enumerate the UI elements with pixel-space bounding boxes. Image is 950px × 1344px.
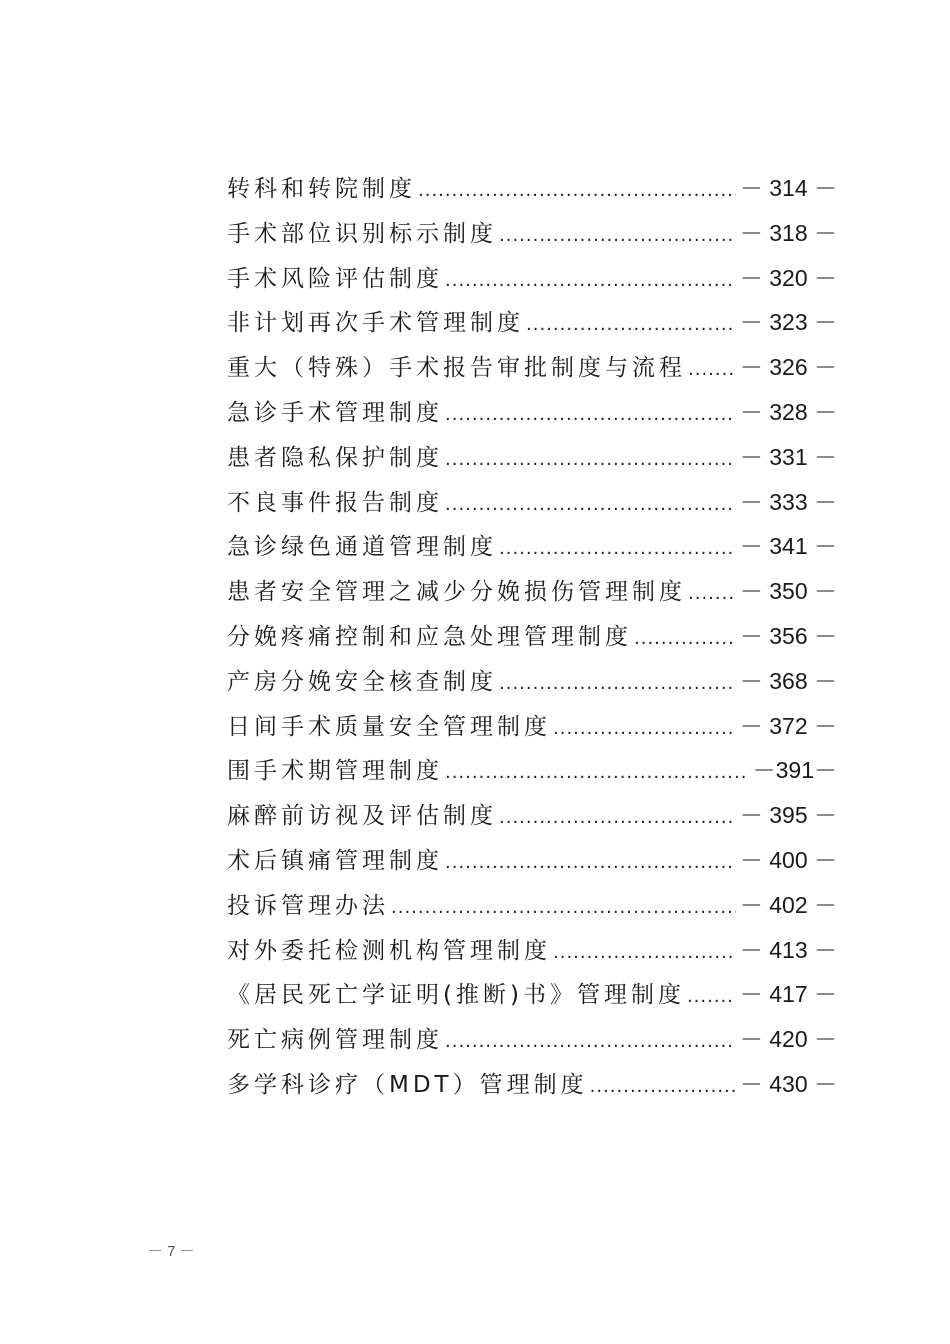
toc-entry-page: － 430 － bbox=[739, 1070, 837, 1097]
toc-entry[interactable] bbox=[227, 928, 837, 973]
toc-entry-title: 《居民死亡学证明(推断)书》管理制度 bbox=[227, 982, 685, 1009]
dot-leader bbox=[499, 662, 736, 707]
toc-entry-page: － 323 － bbox=[739, 309, 837, 336]
toc-entry[interactable] bbox=[227, 1062, 837, 1107]
toc-entry-title: 投诉管理办法 bbox=[227, 892, 389, 919]
dot-leader bbox=[590, 1065, 736, 1110]
dot-leader bbox=[634, 617, 736, 662]
page-number: － 7 － bbox=[148, 1243, 195, 1260]
toc-entry-title: 产房分娩安全核查制度 bbox=[227, 668, 497, 695]
dot-leader bbox=[499, 214, 736, 259]
toc-entry-title: 转科和转院制度 bbox=[227, 176, 416, 202]
toc-entry-title: 分娩疼痛控制和应急处理管理制度 bbox=[227, 623, 632, 650]
dot-leader bbox=[687, 975, 736, 1020]
toc-entry-title: 麻醉前访视及评估制度 bbox=[227, 803, 497, 830]
toc-entry-page: － 372 － bbox=[739, 712, 837, 739]
toc-entry[interactable] bbox=[227, 300, 837, 345]
dot-leader bbox=[445, 483, 736, 528]
toc-entry[interactable] bbox=[227, 524, 837, 569]
toc-entry-page: － 395 － bbox=[739, 802, 837, 829]
toc-entry-page: － 400 － bbox=[739, 846, 837, 873]
toc-entry-page: － 320 － bbox=[739, 264, 837, 291]
toc-entry[interactable] bbox=[227, 480, 837, 525]
toc-entry-title: 急诊绿色通道管理制度 bbox=[227, 534, 497, 561]
toc-entry-page: － 331 － bbox=[739, 443, 837, 470]
toc-entry-title: 不良事件报告制度 bbox=[227, 489, 443, 516]
toc-entry-title: 非计划再次手术管理制度 bbox=[227, 310, 524, 337]
toc-entry[interactable] bbox=[227, 838, 837, 883]
dot-leader bbox=[445, 841, 736, 886]
toc-entry[interactable] bbox=[227, 166, 837, 211]
toc-entry-title: 手术风险评估制度 bbox=[227, 265, 443, 292]
toc-entry-page: －391－ bbox=[752, 757, 837, 784]
toc-entry-page: － 326 － bbox=[739, 354, 837, 381]
toc-entry-page: － 356 － bbox=[739, 622, 837, 649]
toc-entry[interactable] bbox=[227, 435, 837, 480]
toc-entry[interactable] bbox=[227, 390, 837, 435]
dot-leader bbox=[553, 707, 736, 752]
dot-leader bbox=[445, 438, 736, 483]
toc-entry-page: － 318 － bbox=[739, 219, 837, 246]
toc-entry[interactable] bbox=[227, 569, 837, 614]
dot-leader bbox=[418, 169, 736, 214]
toc-entry-page: － 368 － bbox=[739, 667, 837, 694]
toc-entry-page: － 350 － bbox=[739, 578, 837, 605]
toc-entry[interactable] bbox=[227, 748, 837, 793]
toc-entry[interactable] bbox=[227, 793, 837, 838]
toc-entry[interactable] bbox=[227, 614, 837, 659]
toc-entry[interactable] bbox=[227, 211, 837, 256]
toc-entry-title: 手术部位识别标示制度 bbox=[227, 220, 497, 247]
toc-entry-page: － 413 － bbox=[739, 936, 837, 963]
dot-leader bbox=[688, 348, 736, 393]
dot-leader bbox=[391, 886, 736, 931]
toc-entry-title: 围手术期管理制度 bbox=[227, 758, 443, 785]
dot-leader bbox=[499, 527, 736, 572]
dot-leader bbox=[445, 1020, 736, 1065]
toc-entry-title: 日间手术质量安全管理制度 bbox=[227, 713, 551, 740]
toc-entry[interactable] bbox=[227, 704, 837, 749]
toc-entry[interactable] bbox=[227, 972, 837, 1017]
dot-leader bbox=[445, 393, 736, 438]
toc-entry[interactable] bbox=[227, 659, 837, 704]
toc-entry-page: － 314 － bbox=[739, 175, 837, 201]
toc-entry-title: 对外委托检测机构管理制度 bbox=[227, 937, 551, 964]
dot-leader bbox=[445, 751, 749, 796]
toc-entry-page: － 420 － bbox=[739, 1026, 837, 1053]
toc-entry[interactable] bbox=[227, 1017, 837, 1062]
dot-leader bbox=[688, 572, 736, 617]
toc-entry-title: 患者安全管理之减少分娩损伤管理制度 bbox=[227, 579, 686, 606]
toc-entry[interactable] bbox=[227, 256, 837, 301]
toc-entry-page: － 328 － bbox=[739, 398, 837, 425]
toc-entry-title: 多学科诊疗（MDT）管理制度 bbox=[227, 1071, 588, 1098]
toc-entry-title: 术后镇痛管理制度 bbox=[227, 847, 443, 874]
toc-entry-page: － 402 － bbox=[739, 891, 837, 918]
toc-entry-page: － 333 － bbox=[739, 488, 837, 515]
toc-entry-title: 重大（特殊）手术报告审批制度与流程 bbox=[227, 355, 686, 382]
toc-entry-page: － 417 － bbox=[739, 981, 837, 1008]
toc-entry-title: 患者隐私保护制度 bbox=[227, 444, 443, 471]
toc-entry-title: 死亡病例管理制度 bbox=[227, 1027, 443, 1054]
toc-entry[interactable] bbox=[227, 345, 837, 390]
dot-leader bbox=[445, 259, 736, 304]
dot-leader bbox=[526, 303, 736, 348]
dot-leader bbox=[499, 796, 736, 841]
dot-leader bbox=[553, 931, 736, 976]
toc-entry[interactable] bbox=[227, 883, 837, 928]
table-of-contents bbox=[227, 166, 837, 1107]
toc-entry-page: － 341 － bbox=[739, 533, 837, 560]
toc-entry-title: 急诊手术管理制度 bbox=[227, 399, 443, 426]
